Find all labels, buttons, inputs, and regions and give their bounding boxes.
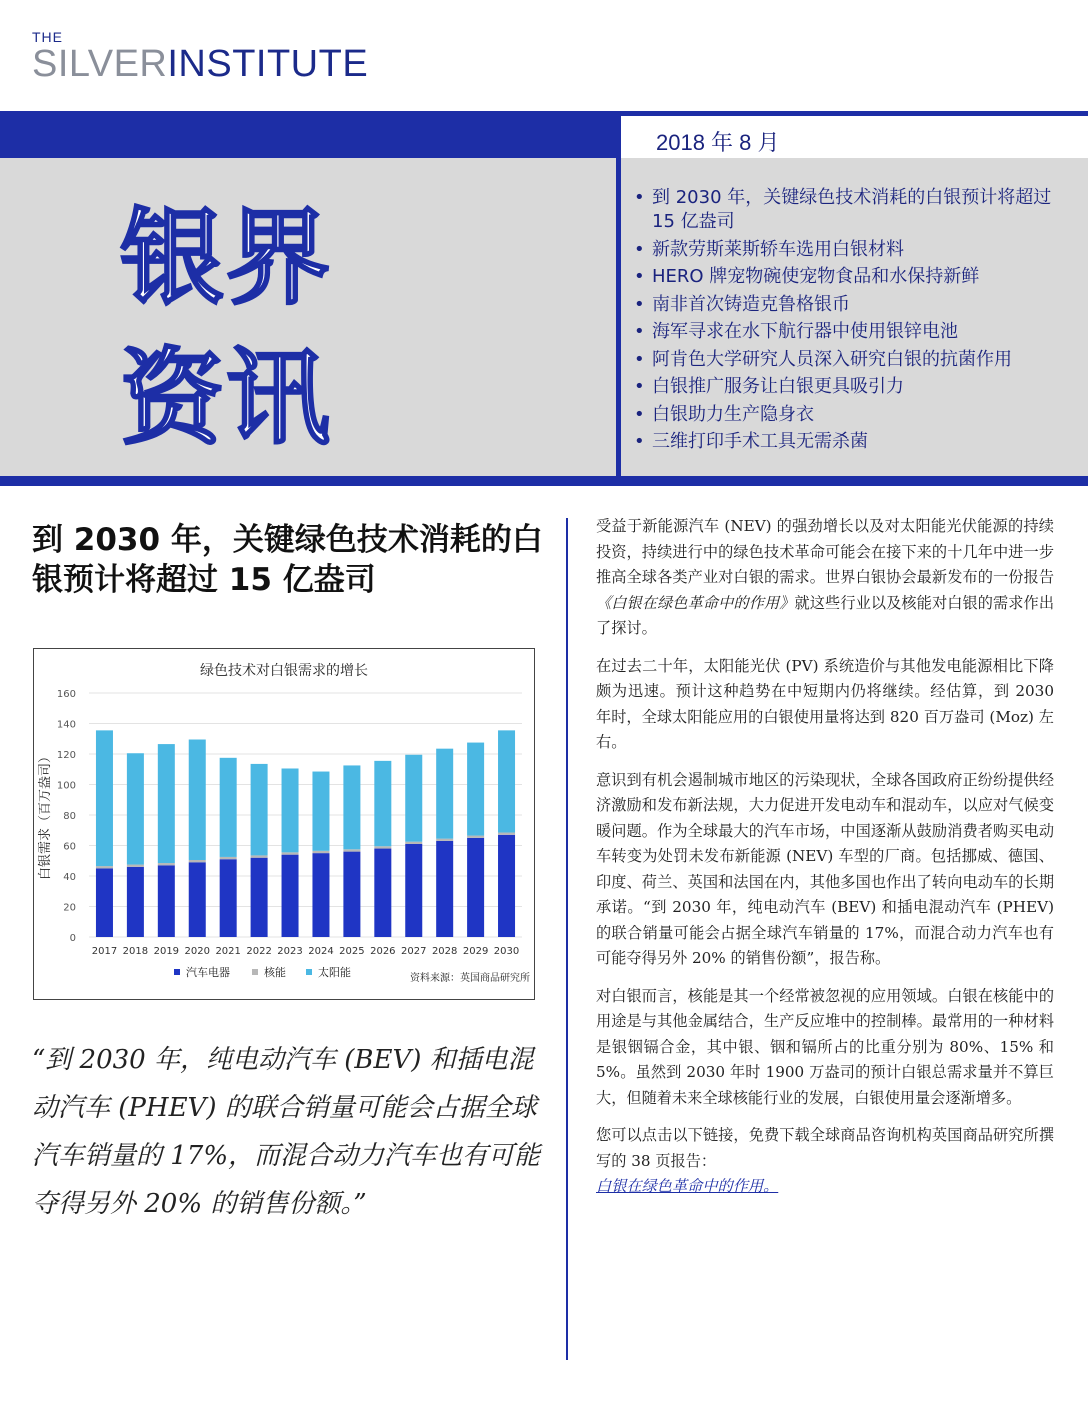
toc-item[interactable]: • 到 2030 年，关键绿色技术消耗的白银预计将超过 15 亿盎司	[634, 186, 1074, 234]
table-of-contents	[634, 186, 1074, 458]
toc-item[interactable]: • 白银助力生产隐身衣	[634, 403, 1074, 427]
x-tick-label: 2024	[308, 946, 334, 957]
paragraph-2: 在过去二十年，太阳能光伏 (PV) 系统造价与其他发电能源相比下降颇为迅速。预计这种趋势在中短期内仍将继续。经估算，到 2030 年时，全球太阳能应用的白银使用量将达到 820 百万盎司 (Moz) 左右。	[596, 656, 1054, 751]
bar-segment	[498, 833, 515, 835]
toc-item[interactable]: • 白银推广服务让白银更具吸引力	[634, 375, 1074, 399]
bar-segment	[158, 744, 175, 863]
bar-segment	[343, 849, 360, 851]
bar-segment	[96, 866, 113, 868]
x-tick-label: 2023	[277, 946, 303, 957]
bar-segment	[251, 858, 268, 937]
paragraph-5-text: 您可以点击以下链接，免费下载全球商品咨询机构英国商品研究所撰写的 38 页报告：	[596, 1126, 1054, 1170]
paragraph-1	[596, 514, 1054, 642]
banner-top-bar	[0, 111, 616, 158]
article-headline: 到 2030 年，关键绿色技术消耗的白银预计将超过 15 亿盎司	[32, 522, 543, 598]
banner-right-top-bar	[621, 111, 1088, 116]
bar-segment	[127, 865, 144, 867]
silver-demand-chart	[33, 648, 535, 1000]
bar-segment	[498, 730, 515, 832]
x-tick-label: 2019	[153, 946, 180, 957]
logo-institute: INSTITUTE	[167, 43, 369, 85]
issue-date: 2018 年 8 月	[656, 130, 780, 155]
toc-item[interactable]: • 阿肯色大学研究人员深入研究白银的抗菌作用	[634, 348, 1074, 372]
newsletter-title-line2: 资讯	[120, 336, 333, 459]
toc-item[interactable]: • 南非首次铸造克鲁格银币	[634, 293, 1074, 317]
pull-quote: “到 2030 年，纯电动汽车 (BEV) 和插电混动汽车 (PHEV) 的联合销量可能会占据全球汽车销量的 17%，而混合动力汽车也有可能夺得另外 20% 的销售份额。”	[32, 1045, 541, 1219]
article-body	[596, 514, 1054, 1212]
paragraph-1-text-a: 受益于新能源汽车 (NEV) 的强劲增长以及对太阳能光伏能源的持续投资，持续进行中的绿色技术革命可能会在接下来的十几年中进一步推高全球各类产业对白银的需求。世界白银协会最新发布的一份报告	[596, 517, 1054, 586]
toc-item[interactable]: • HERO 牌宠物碗使宠物食品和水保持新鲜	[634, 265, 1074, 289]
bar-segment	[436, 749, 453, 839]
report-title: 《白银在绿色革命中的作用》	[596, 593, 795, 612]
bar-segment	[158, 863, 175, 865]
bar-segment	[312, 772, 329, 851]
bar-segment	[127, 867, 144, 937]
chart-title: 绿色技术对白银需求的增长	[200, 663, 368, 679]
x-tick-label: 2027	[401, 946, 427, 957]
bar-segment	[343, 852, 360, 937]
bar-segment	[282, 768, 299, 852]
x-tick-label: 2017	[91, 946, 118, 957]
bar-segment	[436, 841, 453, 937]
bar-segment	[282, 852, 299, 854]
y-tick-label: 140	[56, 719, 76, 731]
legend-swatch	[252, 969, 258, 975]
bar-segment	[96, 730, 113, 866]
x-tick-label: 2028	[431, 946, 458, 957]
x-tick-label: 2025	[339, 946, 365, 957]
y-tick-label: 80	[63, 811, 76, 822]
toc-item[interactable]: • 海军寻求在水下航行器中使用银锌电池	[634, 320, 1074, 344]
bar-segment	[220, 859, 237, 937]
bar-segment	[220, 857, 237, 859]
toc-item[interactable]: • 三维打印手术工具无需杀菌	[634, 430, 1074, 454]
newsletter-title-line1: 银界	[120, 196, 333, 319]
bar-segment	[374, 849, 391, 937]
bar-segment	[127, 753, 144, 864]
bar-segment	[405, 755, 422, 842]
y-tick-label: 0	[69, 933, 76, 944]
y-tick-label: 100	[56, 780, 76, 792]
logo-the: THE	[32, 29, 63, 45]
y-tick-label: 20	[63, 902, 76, 914]
paragraph-1-text-b: 就这些行业以及核能对白银的需求作出了探讨。	[596, 593, 1055, 637]
newsletter-title	[120, 188, 380, 468]
y-axis-label: 白银需求（百万盎司）	[38, 749, 53, 881]
logo-wordmark	[32, 44, 368, 84]
bar-segment	[189, 860, 206, 862]
legend-label: 核能	[264, 966, 286, 979]
bar-segment	[405, 842, 422, 844]
y-tick-label: 40	[63, 872, 76, 883]
bar-segment	[158, 865, 175, 937]
banner-divider	[616, 111, 621, 476]
bar-segment	[96, 868, 113, 937]
x-tick-label: 2022	[246, 946, 272, 957]
paragraph-5	[596, 1123, 1054, 1200]
x-tick-label: 2018	[122, 946, 149, 957]
legend-label: 汽车电器	[186, 966, 230, 979]
y-tick-label: 160	[56, 689, 76, 700]
y-tick-label: 120	[56, 750, 76, 761]
bar-segment	[374, 846, 391, 848]
bar-segment	[343, 765, 360, 849]
column-divider	[566, 518, 568, 1360]
logo-silver: SILVER	[32, 43, 168, 85]
bar-segment	[220, 758, 237, 857]
bar-segment	[189, 862, 206, 937]
bar-segment	[189, 740, 206, 860]
paragraph-3: 意识到有机会遏制城市地区的污染现状，全球各国政府正纷纷提供经济激励和发布新法规，大力促进开发电动车和混动车，以应对气候变暖问题。作为全球最大的汽车市场，中国逐渐从鼓励消费者购买电动车转变为处罚未发布新能源 (NEV) 车型的厂商。包括挪威、德国、印度、荷兰、英国和法国在内，其他多国也作出了转向电动车的长期承诺。“到 2030 年，纯电动汽车 (BEV) 和插电混动汽车 (PHEV) 的联合销量可能会占据全球汽车销量的 17%，而混合动力汽车也有可能夺得另外 20% 的销售份额”，报告称。	[596, 770, 1054, 967]
banner-bottom-bar	[0, 476, 1088, 486]
bar-segment	[251, 855, 268, 857]
legend-swatch	[174, 969, 180, 975]
bar-segment	[436, 839, 453, 841]
bar-segment	[467, 836, 484, 838]
chart-svg	[34, 649, 534, 999]
legend-swatch	[306, 969, 312, 975]
x-tick-label: 2029	[462, 946, 489, 957]
bar-segment	[498, 835, 515, 937]
bar-segment	[251, 764, 268, 856]
bar-segment	[312, 851, 329, 853]
x-tick-label: 2021	[215, 946, 241, 957]
paragraph-4: 对白银而言，核能是其一个经常被忽视的应用领域。白银在核能中的用途是与其他金属结合，生产反应堆中的控制棒。最常用的一种材料是银铟镉合金，其中银、铟和镉所占的比重分别为 80%、15% 和 5%。虽然到 2030 年时 1900 万盎司的预计白银总需求量并不算巨大，但随着未来全球核能行业的发展，白银使用量会逐渐增多。	[596, 986, 1054, 1107]
report-download-link[interactable]: 白银在绿色革命中的作用。	[596, 1177, 779, 1195]
x-tick-label: 2020	[184, 946, 210, 957]
bar-segment	[467, 838, 484, 937]
bar-segment	[405, 844, 422, 937]
y-tick-label: 60	[63, 841, 76, 853]
bar-segment	[282, 855, 299, 937]
legend-label: 太阳能	[318, 966, 351, 979]
toc-item[interactable]: • 新款劳斯莱斯轿车选用白银材料	[634, 238, 1074, 262]
bar-segment	[374, 761, 391, 846]
bar-segment	[312, 853, 329, 937]
x-tick-label: 2030	[493, 946, 520, 957]
silver-institute-logo	[32, 30, 368, 84]
x-tick-label: 2026	[370, 946, 396, 957]
chart-source: 资料来源：英国商品研究所	[410, 973, 530, 984]
bar-segment	[467, 743, 484, 836]
